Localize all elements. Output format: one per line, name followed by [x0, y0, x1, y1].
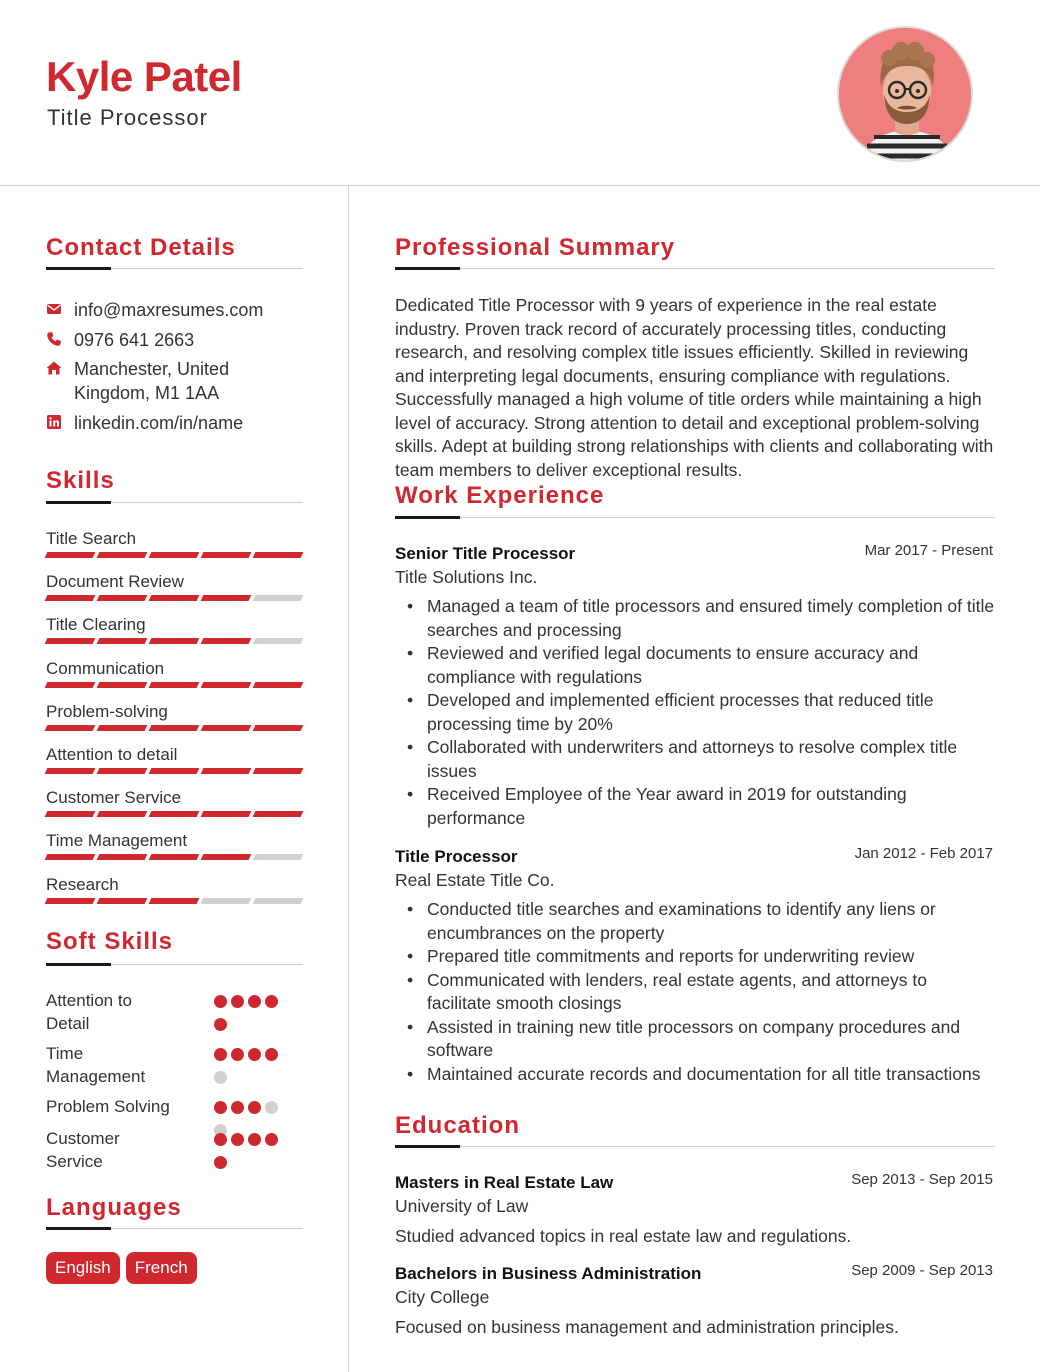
rating-dot	[214, 1133, 227, 1146]
contact-email[interactable]	[46, 298, 294, 322]
skill-level-segment	[201, 682, 252, 688]
soft-skill-name: Problem Solving	[46, 1097, 170, 1116]
skill-level-segment	[45, 768, 96, 774]
skill-level-segment	[149, 854, 200, 860]
education-header	[395, 1171, 993, 1195]
skill-level-segment	[45, 682, 96, 688]
skill-name: Title Search	[46, 529, 137, 548]
languages-heading: Languages	[46, 1194, 182, 1221]
contact-linkedin-text: linkedin.com/in/name	[74, 413, 244, 433]
email-icon	[46, 301, 62, 317]
skill-level-segment	[253, 638, 304, 644]
education-date: Sep 2009 - Sep 2013	[851, 1262, 993, 1279]
skill-level-bar	[46, 768, 302, 774]
education-description: Studied advanced topics in real estate law and regulations.	[395, 1226, 852, 1246]
experience-heading-rule	[395, 517, 995, 518]
skill-level-segment	[253, 595, 304, 601]
skill-item	[46, 658, 302, 688]
skill-name: Document Review	[46, 572, 184, 592]
job-bullet: • Conducted title searches and examinations to identify any liens or encumbrances on the property	[395, 898, 995, 945]
skill-level-segment	[253, 768, 304, 774]
skill-level-segment	[149, 682, 200, 688]
skill-level-segment	[97, 638, 148, 644]
profile-photo-icon	[839, 28, 973, 162]
soft-skill-name: Customer Service	[46, 1129, 120, 1171]
job-bullet: • Communicated with lenders, real estate agents, and attorneys to facilitate smooth closings	[395, 969, 995, 1016]
skill-level-segment	[253, 552, 304, 558]
soft-skills-heading: Soft Skills	[46, 928, 174, 955]
summary-heading-rule	[395, 268, 995, 269]
skill-name: Customer Service	[46, 788, 182, 808]
skill-level-segment	[97, 854, 148, 860]
skill-level-segment	[45, 638, 96, 644]
avatar	[837, 26, 973, 162]
job-bullet: • Prepared title commitments and reports for underwriting review	[395, 945, 995, 969]
skill-item	[46, 571, 302, 601]
skill-level-segment	[201, 595, 252, 601]
contact-phone-text: 0976 641 2663	[74, 330, 195, 350]
rating-dot	[248, 1101, 261, 1114]
skill-item	[46, 830, 302, 860]
rating-dot	[214, 1018, 227, 1031]
language-badge: English	[46, 1252, 120, 1284]
skill-name: Time Management	[46, 831, 188, 851]
skill-level-segment	[97, 552, 148, 558]
education-header	[395, 1262, 993, 1286]
skill-level-segment	[253, 725, 304, 731]
skill-level-bar	[46, 898, 302, 904]
rating-dot	[231, 995, 244, 1008]
language-badge: French	[126, 1252, 197, 1284]
rating-dot	[231, 1048, 244, 1061]
soft-skill-rating	[214, 1101, 294, 1137]
languages-heading-rule	[46, 1228, 303, 1229]
degree-name: Bachelors in Business Administration	[395, 1264, 702, 1283]
skill-level-segment	[97, 898, 148, 904]
rating-dot	[214, 995, 227, 1008]
skill-name: Attention to detail	[46, 745, 178, 764]
job-bullet: • Reviewed and verified legal documents to ensure accuracy and compliance with regulations	[395, 642, 995, 689]
job-role: Senior Title Processor	[395, 544, 576, 563]
rating-dot	[248, 995, 261, 1008]
skill-level-segment	[97, 768, 148, 774]
rating-dot	[214, 1156, 227, 1169]
skill-name: Problem-solving	[46, 701, 168, 721]
rating-dot	[265, 995, 278, 1008]
contact-address	[46, 357, 294, 405]
contact-email-text: info@maxresumes.com	[74, 300, 264, 320]
soft-skill-rating	[214, 995, 294, 1031]
skill-level-segment	[201, 725, 252, 731]
skills-heading: Skills	[46, 467, 115, 494]
rating-dot	[214, 1071, 227, 1084]
skill-item	[46, 614, 302, 644]
rating-dot	[265, 1133, 278, 1146]
skill-level-segment	[201, 811, 252, 817]
skill-level-segment	[149, 552, 200, 558]
skill-item	[46, 744, 302, 774]
skill-level-segment	[201, 638, 252, 644]
summary-text: Dedicated Title Processor with 9 years of experience in the real estate industry. Proven track record of accurately processing titles, conducting research, and resolving complex title issues efficiently. Skilled in reviewing and interpreting legal documents, ensuring compliance with regulations. Successfully managed a high volume of title orders while maintaining a high level of accuracy. Strong attention to detail and exceptional problem-solving skills. Adept at building strong relationships with clients and collaborating with team members to deliver exceptional results.	[395, 295, 994, 480]
skill-level-segment	[45, 898, 96, 904]
skill-level-segment	[253, 898, 304, 904]
education-heading: Education	[395, 1112, 521, 1139]
soft-skill-rating	[214, 1048, 294, 1084]
contact-phone[interactable]	[46, 328, 294, 352]
rating-dot	[231, 1101, 244, 1114]
skill-level-segment	[149, 811, 200, 817]
skill-level-segment	[45, 811, 96, 817]
degree-name: Masters in Real Estate Law	[395, 1173, 614, 1192]
rating-dot	[214, 1101, 227, 1114]
skill-name: Communication	[46, 658, 165, 678]
school-name: City College	[395, 1287, 490, 1307]
school-name: University of Law	[395, 1196, 529, 1216]
skill-level-segment	[45, 595, 96, 601]
job-bullet: • Developed and implemented efficient processes that reduced title processing time by 20%	[395, 689, 995, 736]
linkedin-icon	[46, 414, 62, 430]
skill-level-bar	[46, 854, 302, 860]
skill-level-bar	[46, 638, 302, 644]
contact-heading-rule	[46, 268, 303, 269]
languages-list	[46, 1252, 197, 1284]
skills-heading-rule	[46, 502, 303, 503]
rating-dot	[214, 1048, 227, 1061]
job-bullet: • Collaborated with underwriters and attorneys to resolve complex title issues	[395, 736, 995, 783]
skill-level-segment	[97, 725, 148, 731]
skill-level-segment	[45, 725, 96, 731]
job-company: Title Solutions Inc.	[395, 567, 538, 587]
skill-level-segment	[253, 854, 304, 860]
skill-level-bar	[46, 682, 302, 688]
contact-address-text: Manchester, United Kingdom, M1 1AA	[74, 359, 230, 403]
home-icon	[46, 360, 62, 376]
skill-level-bar	[46, 552, 302, 558]
rating-dot	[248, 1133, 261, 1146]
skill-level-bar	[46, 595, 302, 601]
job-header	[395, 542, 993, 566]
skill-name: Research	[46, 874, 119, 894]
soft-skill-rating	[214, 1133, 294, 1169]
skill-level-segment	[45, 854, 96, 860]
skill-level-segment	[149, 595, 200, 601]
job-bullet: • Received Employee of the Year award in 2019 for outstanding performance	[395, 783, 995, 830]
resume-header	[0, 0, 1040, 186]
skill-level-segment	[149, 638, 200, 644]
rating-dot	[231, 1133, 244, 1146]
job-bullet: • Assisted in training new title processors on company procedures and software	[395, 1016, 995, 1063]
rating-dot	[265, 1101, 278, 1114]
education-heading-rule	[395, 1146, 995, 1147]
rating-dot	[248, 1048, 261, 1061]
skill-level-segment	[201, 854, 252, 860]
soft-skill-name: Attention to Detail	[46, 991, 133, 1033]
skill-item	[46, 701, 302, 731]
job-bullets	[395, 595, 995, 830]
skill-level-bar	[46, 811, 302, 817]
skill-level-segment	[253, 811, 304, 817]
contact-heading: Contact Details	[46, 234, 236, 261]
experience-heading: Work Experience	[395, 482, 605, 509]
skill-item	[46, 874, 302, 904]
skill-item	[46, 787, 302, 817]
skill-level-segment	[201, 552, 252, 558]
skill-level-segment	[149, 768, 200, 774]
summary-heading: Professional Summary	[395, 234, 676, 261]
job-company: Real Estate Title Co.	[395, 870, 555, 890]
soft-skills-heading-rule	[46, 964, 303, 965]
job-header	[395, 845, 993, 869]
phone-icon	[46, 331, 62, 347]
skill-level-bar	[46, 725, 302, 731]
candidate-title: Title Processor	[47, 105, 208, 130]
job-role: Title Processor	[395, 847, 518, 866]
education-date: Sep 2013 - Sep 2015	[851, 1171, 993, 1188]
candidate-name: Kyle Patel	[46, 53, 242, 100]
job-date: Mar 2017 - Present	[864, 542, 993, 559]
skill-level-segment	[201, 768, 252, 774]
contact-linkedin[interactable]	[46, 411, 294, 435]
skill-level-segment	[253, 682, 304, 688]
education-description: Focused on business management and administration principles.	[395, 1317, 899, 1337]
rating-dot	[265, 1048, 278, 1061]
skill-level-segment	[97, 682, 148, 688]
column-divider	[348, 186, 349, 1372]
skill-name: Title Clearing	[46, 615, 146, 635]
soft-skill-name: Time Management	[46, 1044, 146, 1086]
skill-level-segment	[97, 595, 148, 601]
skill-level-segment	[97, 811, 148, 817]
job-date: Jan 2012 - Feb 2017	[854, 845, 993, 862]
skill-level-segment	[201, 898, 252, 904]
job-bullet: • Managed a team of title processors and ensured timely completion of title searches and processing	[395, 595, 995, 642]
job-bullet: • Maintained accurate records and documentation for all title transactions	[395, 1063, 995, 1087]
skill-level-segment	[149, 725, 200, 731]
skill-level-segment	[149, 898, 200, 904]
skill-item	[46, 528, 302, 558]
job-bullets	[395, 898, 995, 1086]
skill-level-segment	[45, 552, 96, 558]
